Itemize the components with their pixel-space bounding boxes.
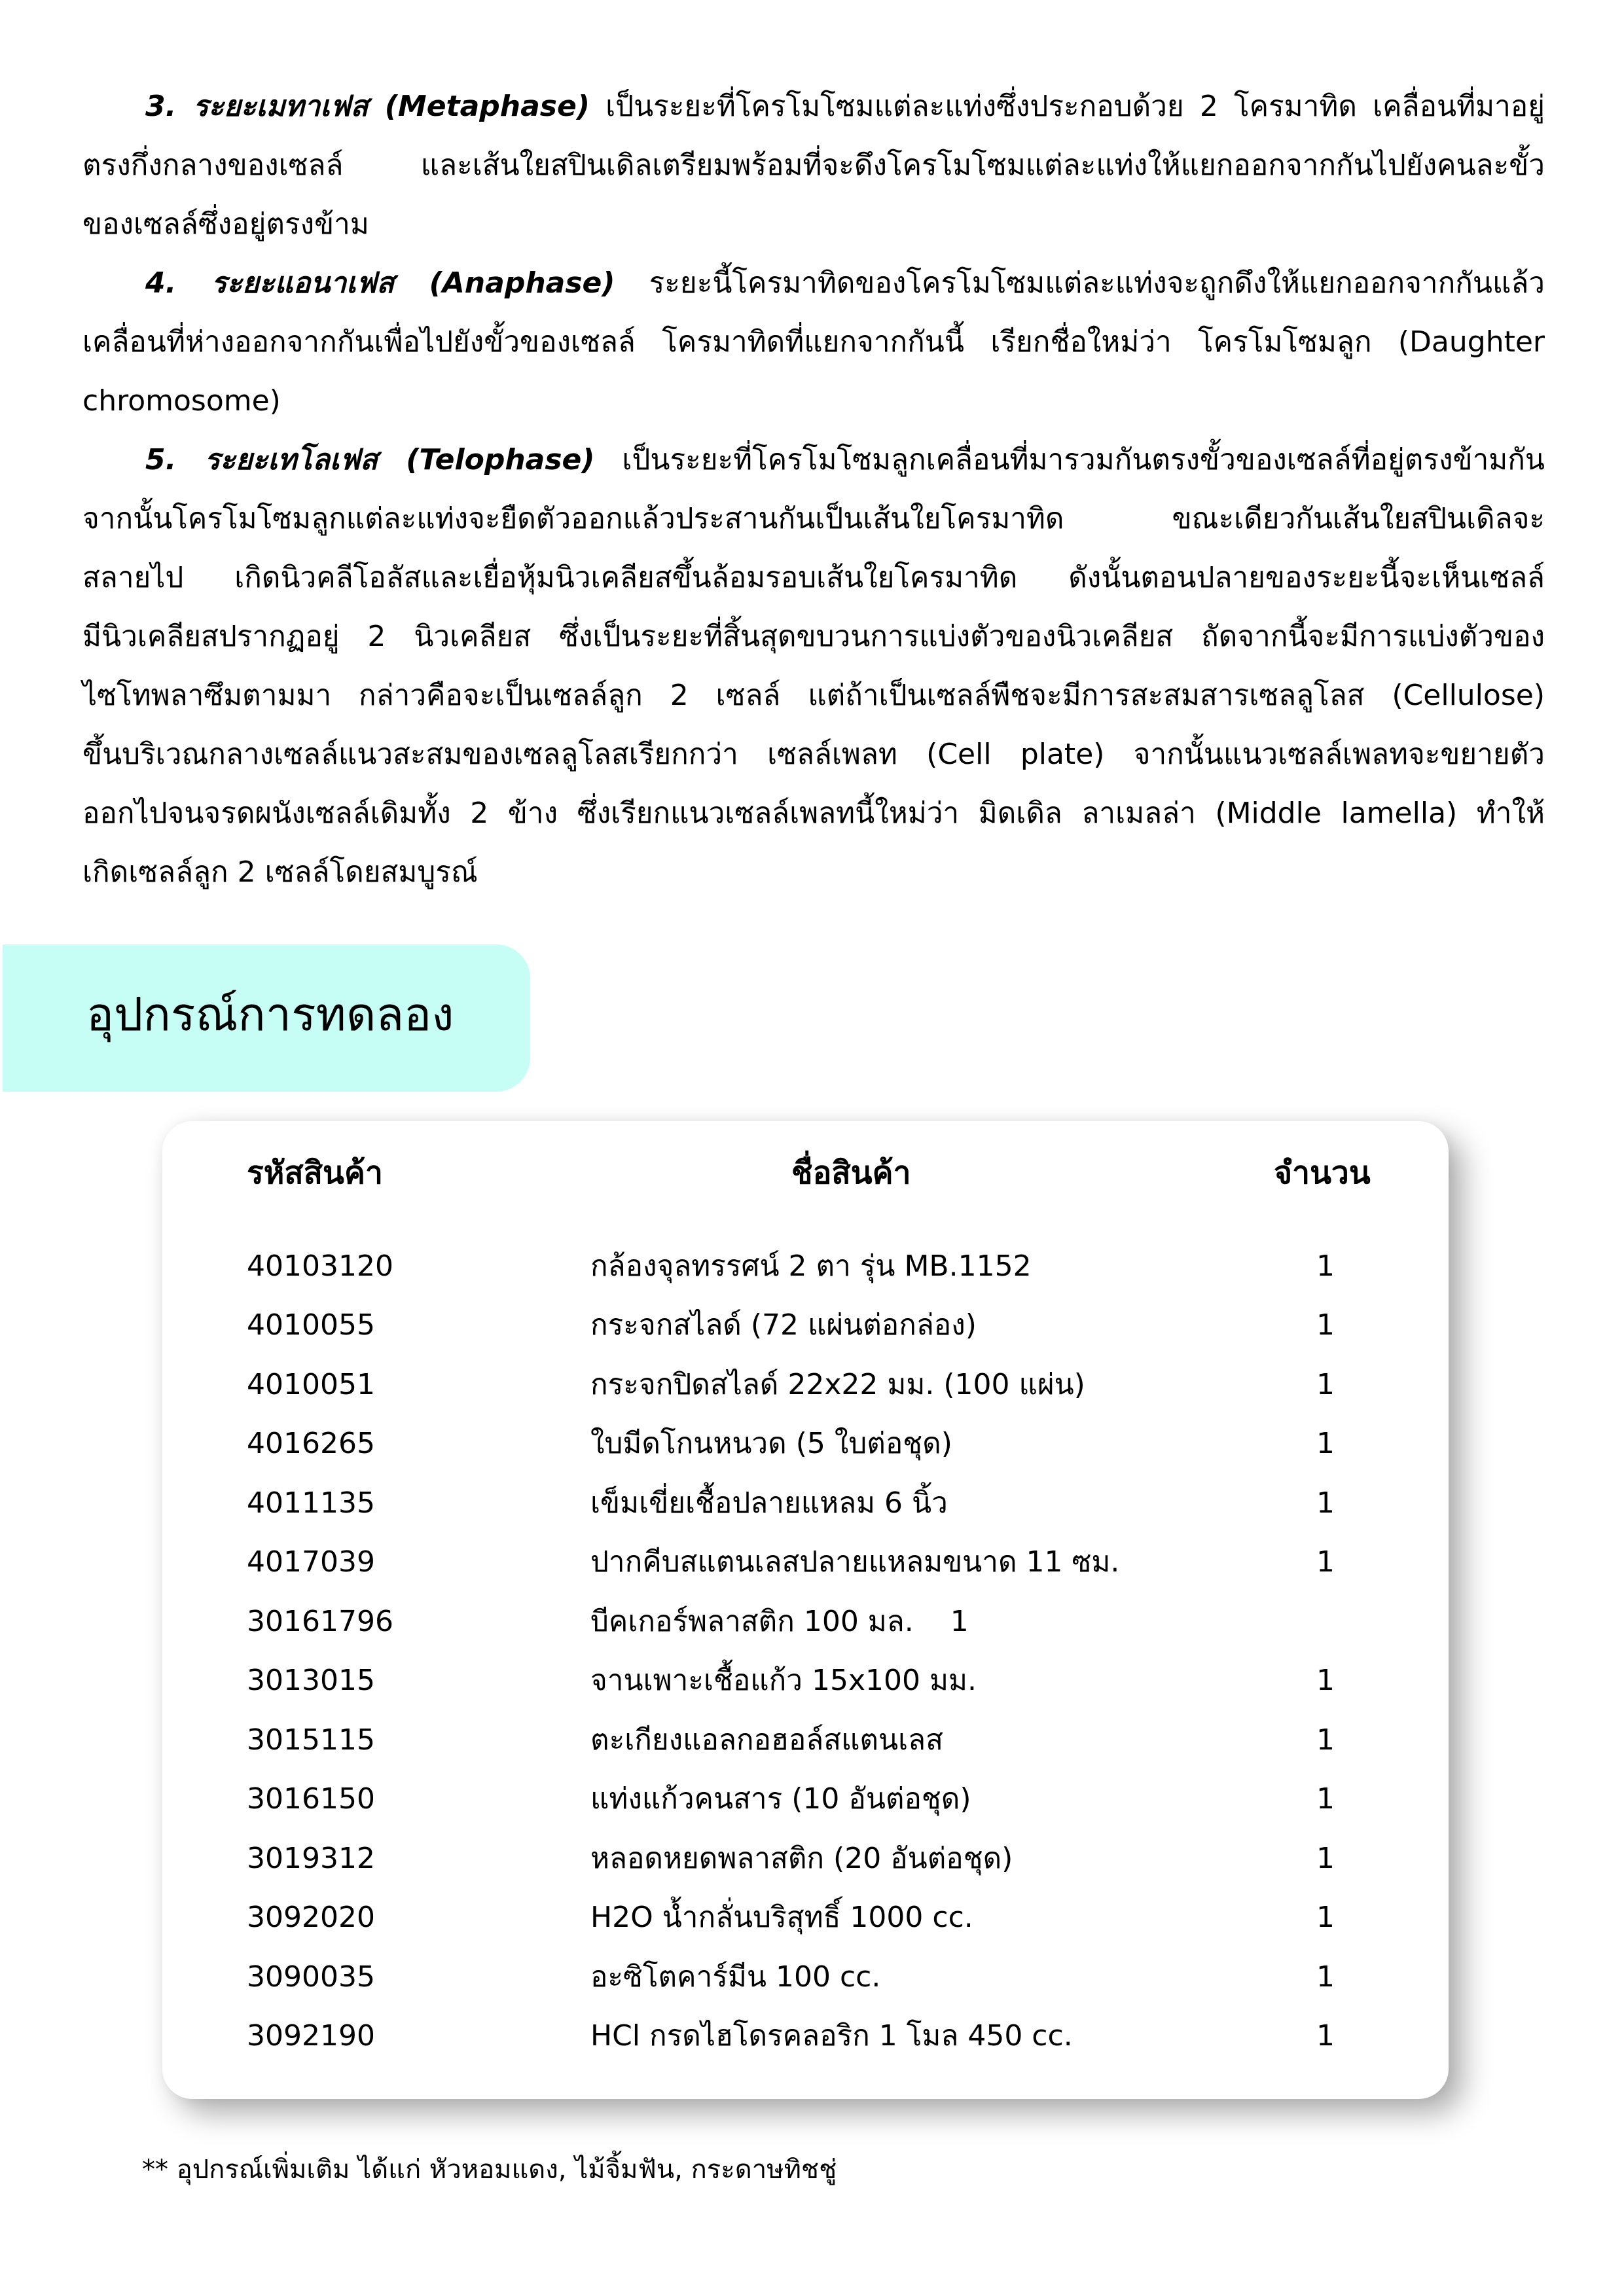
cell-code: 4010051 [247, 1368, 375, 1401]
cell-name: HCl กรดไฮโดรคลอริก 1 โมล 450 cc. [590, 2019, 1073, 2053]
cell-name: ปากคีบสแตนเลสปลายแหลมขนาด 11 ซม. [590, 1545, 1120, 1579]
column-header-name: ชื่อสินค้า [791, 1155, 911, 1191]
cell-qty: 1 [1316, 1545, 1335, 1579]
cell-name: ตะเกียงแอลกอฮอล์สแตนเลส [590, 1723, 943, 1757]
cell-qty: 1 [1316, 1249, 1335, 1283]
paragraph-line: ของเซลล์ซึ่งอยู่ตรงข้าม [82, 207, 369, 241]
cell-name: กล้องจุลทรรศน์ 2 ตา รุ่น MB.1152 [590, 1249, 1032, 1283]
paragraph-line: ออกไปจนจรดผนังเซลล์เดิมทั้ง 2 ข้าง ซึ่งเรียกแนวเซลล์เพลทนี้ใหม่ว่า มิดเดิล ลาเมลล่า (Middle lamella) ทำให้ [82, 797, 1545, 830]
cell-code: 3090035 [247, 1960, 375, 1994]
cell-qty: 1 [1316, 1427, 1335, 1460]
column-header-qty: จำนวน [1274, 1155, 1371, 1191]
cell-code: 40103120 [247, 1249, 393, 1283]
column-header-code: รหัสสินค้า [247, 1155, 383, 1191]
cell-name: แท่งแก้วคนสาร (10 อันต่อชุด) [590, 1782, 971, 1816]
cell-code: 4010055 [247, 1308, 375, 1342]
cell-code: 3013015 [247, 1664, 375, 1697]
paragraph-line: จากนั้นโครโมโซมลูกแต่ละแท่งจะยืดตัวออกแล้วประสานกันเป็นเส้นใยโครมาทิด ขณะเดียวกันเส้นใยสปินเดิลจะ [82, 502, 1545, 535]
cell-qty: 1 [1316, 1486, 1335, 1520]
cell-code: 3092020 [247, 1901, 375, 1934]
paragraph-line: สลายไป เกิดนิวคลีโอลัสและเยื่อหุ้มนิวเคลียสขึ้นล้อมรอบเส้นใยโครมาทิด ดังนั้นตอนปลายของระยะนี้จะเห็นเซลล์ [82, 561, 1545, 594]
paragraph-line: มีนิวเคลียสปรากฏอยู่ 2 นิวเคลียส ซึ่งเป็นระยะที่สิ้นสุดขบวนการแบ่งตัวของนิวเคลียส ถัดจากนี้จะมีการแบ่งตัวของ [82, 620, 1545, 653]
paragraph-lead: 3. ระยะเมทาเฟส (Metaphase) [145, 90, 590, 123]
paragraph-line: เกิดเซลล์ลูก 2 เซลล์โดยสมบูรณ์ [82, 855, 478, 889]
cell-qty: 1 [1316, 1901, 1335, 1934]
cell-code: 3019312 [247, 1842, 375, 1875]
footnote: ** อุปกรณ์เพิ่มเติม ได้แก่ หัวหอมแดง, ไม้จิ้มฟัน, กระดาษทิชชู่ [142, 2155, 837, 2185]
paragraph-line: ขึ้นบริเวณกลางเซลล์แนวสะสมของเซลลูโลสเรียกกว่า เซลล์เพลท (Cell plate) จากนั้นแนวเซลล์เพลทจะขยายตัว [82, 738, 1545, 771]
cell-qty: 1 [1316, 1723, 1335, 1757]
cell-code: 4016265 [247, 1427, 375, 1460]
cell-name: หลอดหยดพลาสติก (20 อันต่อชุด) [590, 1842, 1013, 1875]
paragraph-lead: 5. ระยะเทโลเฟส (Telophase) [145, 443, 595, 476]
cell-qty: 1 [1316, 1842, 1335, 1875]
cell-qty: 1 [1316, 1960, 1335, 1994]
cell-code: 4011135 [247, 1486, 375, 1520]
section-title: อุปกรณ์การทดลอง [86, 988, 454, 1041]
cell-name: ใบมีดโกนหนวด (5 ใบต่อชุด) [590, 1427, 952, 1460]
line-text: ระยะนี้โครมาทิดของโครโมโซมแต่ละแท่งจะถูกดึงให้แยกออกจากกันแล้ว [615, 266, 1545, 300]
cell-name: เข็มเขี่ยเชื้อปลายแหลม 6 นิ้ว [590, 1486, 948, 1520]
cell-qty: 1 [1316, 1664, 1335, 1697]
cell-qty: 1 [1316, 2019, 1335, 2053]
cell-code: 30161796 [247, 1605, 393, 1638]
cell-name: กระจกปิดสไลด์ 22x22 มม. (100 แผ่น) [590, 1368, 1085, 1401]
line-text: เป็นระยะที่โครโมโซมแต่ละแท่งซึ่งประกอบด้วย 2 โครมาทิด เคลื่อนที่มาอยู่ [589, 90, 1545, 123]
cell-qty: 1 [1316, 1782, 1335, 1816]
paragraph-line: chromosome) [82, 384, 281, 418]
paragraph-line: ตรงกึ่งกลางของเซลล์ และเส้นใยสปินเดิลเตรียมพร้อมที่จะดึงโครโมโซมแต่ละแท่งให้แยกออกจากกันไปยังคนละขั้ว [82, 149, 1545, 182]
cell-name: อะซิโตคาร์มีน 100 cc. [590, 1960, 881, 1994]
cell-qty: 1 [1316, 1368, 1335, 1401]
cell-code: 3092190 [247, 2019, 375, 2053]
cell-name: H2O น้ำกลั่นบริสุทธิ์ 1000 cc. [590, 1901, 973, 1934]
paragraph-lead: 4. ระยะแอนาเฟส (Anaphase) [145, 266, 615, 300]
cell-name: กระจกสไลด์ (72 แผ่นต่อกล่อง) [590, 1308, 977, 1342]
cell-code: 3016150 [247, 1782, 375, 1816]
cell-qty: 1 [1316, 1308, 1335, 1342]
paragraph-line: ไซโทพลาซึมตามมา กล่าวคือจะเป็นเซลล์ลูก 2 เซลล์ แต่ถ้าเป็นเซลล์พืชจะมีการสะสมสารเซลลูโลส (Cellulose) [82, 679, 1545, 712]
paragraph-line: เคลื่อนที่ห่างออกจากกันเพื่อไปยังขั้วของเซลล์ โครมาทิดที่แยกจากกันนี้ เรียกชื่อใหม่ว่า โครโมโซมลูก (Daughter [82, 325, 1545, 359]
cell-code: 3015115 [247, 1723, 375, 1757]
cell-name: จานเพาะเชื้อแก้ว 15x100 มม. [590, 1664, 977, 1697]
line-text: เป็นระยะที่โครโมโซมลูกเคลื่อนที่มารวมกันตรงขั้วของเซลล์ที่อยู่ตรงข้ามกัน [594, 443, 1545, 476]
cell-name: บีคเกอร์พลาสติก 100 มล. 1 [590, 1605, 969, 1638]
cell-code: 4017039 [247, 1545, 375, 1579]
